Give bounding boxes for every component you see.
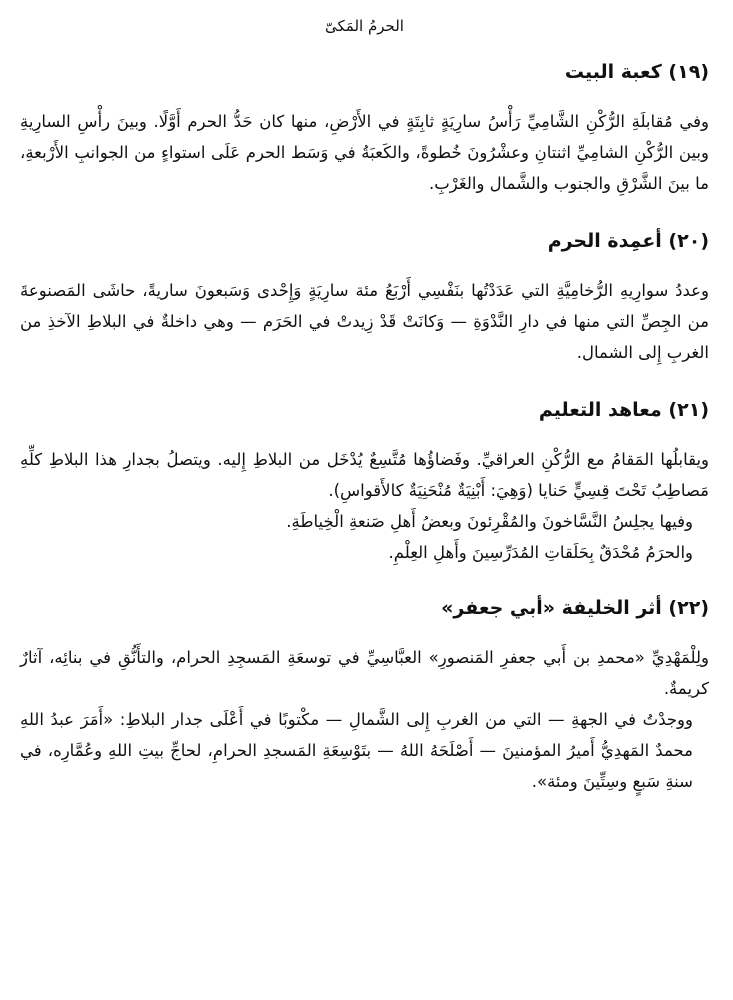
section-title: (٢١) معاهد التعليم	[538, 399, 709, 421]
paragraph: وعددُ سوارِيهِ الرُّخامِيَّةِ التي عَدَدْتُها بنَفْسِي أَرْبَعُ مئة سارِيَةٍ وَإِحْدى وَسَبعونَ ساريةً، حاشَى المَصنوعةَ من الجِصِّ التي منها في دارِ النَّدْوَةِ — وَكانَتْ قَدْ زِيدتْ في الحَرَم — وهي داخلةٌ في البلاطِ الآخذِ من الغربِ إِلى الشمال.	[20, 281, 709, 362]
section-title: (٢٢) أثر الخليفة «أبي جعفر»	[441, 597, 709, 619]
paragraph: ووجدْتُ في الجهةِ — التي من الغربِ إِلى الشَّمالِ — مكْتوبًا في أَعْلَى جدار البلاطِ: «أَمَرَ عبدُ اللهِ محمدٌ المَهدِيُّ أَميرُ المؤمنينَ — أَصْلَحَهُ اللهُ — بتَوْسِعَةِ المَسجدِ الحرامِ، لحاجِّ بيتِ اللهِ وعُمَّارِه، في سنةِ سَبعٍ وسِتِّينَ ومئة».	[20, 710, 693, 791]
paragraph: وفيها يجلِسُ النَّسَّاخونَ والمُقْرِئونَ وبعضُ أَهلِ صَنعةِ الْخِياطَةِ.	[286, 512, 693, 531]
section-21-education	[20, 396, 709, 568]
paragraph: ولِلْمَهْدِيِّ «محمدِ بن أَبي جعفرِ المَنصورِ» العبَّاسِيِّ في توسعَةِ المَسجِدِ الحرام، والتأَنُّقِ في بنائِه، آثارٌ كريمةٌ.	[20, 648, 709, 698]
paragraph: ويقابلُها المَقامُ مع الرُّكْنِ العراقيِّ. وفَضاؤُها مُتَّسِعٌ يُدْخَل من البلاطِ إِليه. ويتصلُ بجدارِ هذا البلاطِ كلِّهِ مَصاطِبُ تَحْتَ قِسِيٍّ حَنايا (وَهِيَ: أَبْنِيَةٌ مُنْحَنِيَةٌ كالأَقواسِ).	[20, 450, 709, 500]
section-title: (٢٠) أعمِدة الحرم	[547, 230, 709, 252]
paragraph: وفي مُقابلَةِ الرُّكْنِ الشَّامِيِّ رَأْسُ سارِيَةٍ ثابِتَةٍ في الأَرْضِ، منها كان حَدُّ الحرم أَوَّلًا. وبينَ رأْسِ السارِيةِ وبين الرُّكْنِ الشامِيِّ اثنتانِ وعشْرُونَ خُطوةً، والكَعبَةُ في وَسَط الحرم عَلَى استواءٍ من الجوانبِ الأَرْبعةِ، ما بينَ الشَّرْقِ والجنوب والشَّمال والغَرْبِ.	[20, 112, 709, 193]
section-19-kaaba	[20, 58, 709, 199]
section-title: (١٩) كعبة البيت	[564, 61, 709, 83]
running-header: الحرمُ المَكىّ	[325, 17, 404, 35]
section-22-caliph	[20, 594, 709, 797]
section-20-columns	[20, 227, 709, 368]
paragraph: والحرَمُ مُحْدَقٌ بِحَلَقاتِ المُدَرِّسِينَ وأَهلِ العِلْمِ.	[388, 543, 693, 562]
